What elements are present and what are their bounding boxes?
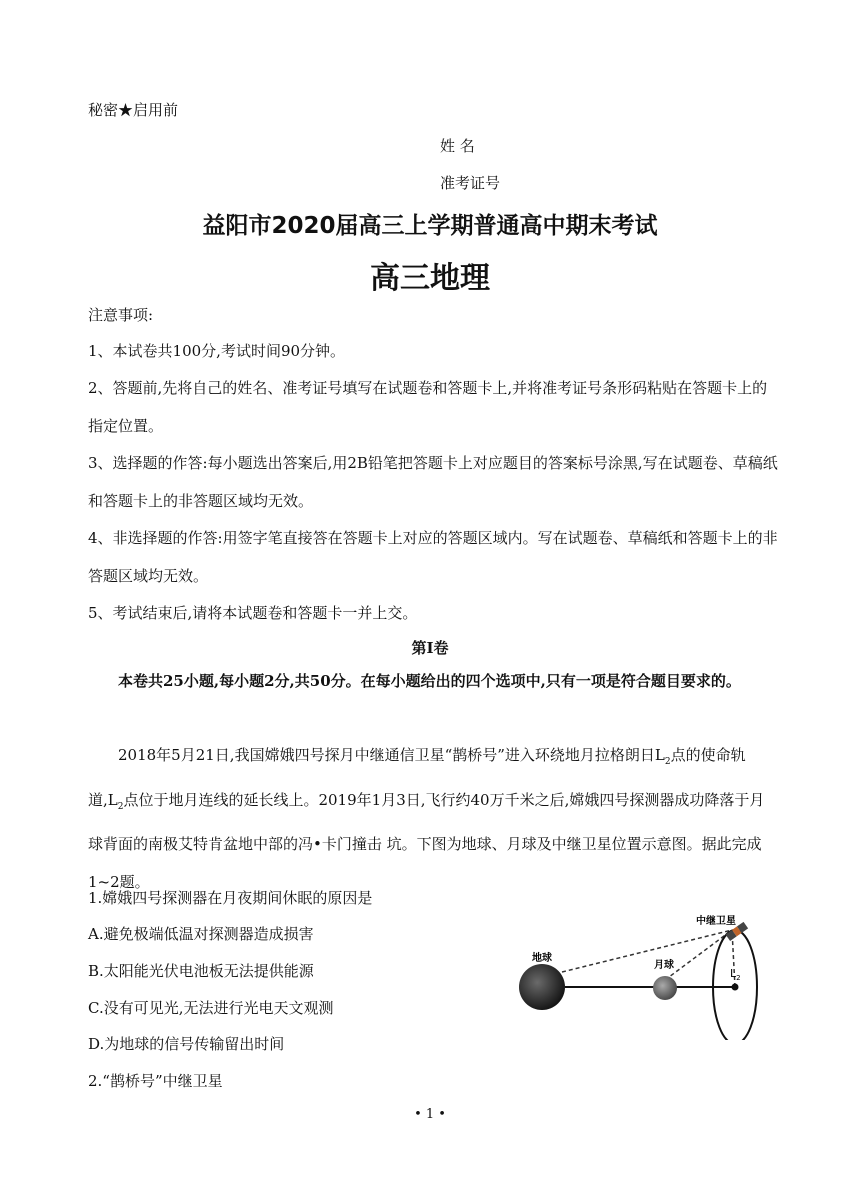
moon-label: 月球	[654, 960, 674, 971]
note-item-3: 3、选择题的作答:每小题选出答案后,用2B铅笔把答题卡上对应题目的答案标号涂黑,写在试题卷、草稿纸和答题卡上的非答题区域均无效。	[88, 454, 778, 510]
passage-sub-1: 2	[664, 757, 671, 767]
note-item-1: 1、本试卷共100分,考试时间90分钟。	[88, 342, 346, 360]
q1-option-d: D.为地球的信号传输留出时间	[88, 1035, 285, 1053]
passage-paragraph	[88, 737, 778, 901]
q1-option-c: C.没有可见光,无法进行光电天文观测	[88, 999, 334, 1017]
l2-point	[732, 984, 739, 991]
notes-heading: 注意事项:	[88, 306, 154, 324]
earth-globe	[519, 964, 565, 1010]
q1-option-b: B.太阳能光伏电池板无法提供能源	[88, 962, 314, 980]
moon-globe	[653, 976, 677, 1000]
passage-text-2: 点的使命轨道,L	[88, 746, 746, 809]
earth-label: 地球	[532, 953, 552, 964]
page-number: • 1 •	[414, 1107, 446, 1122]
earth-relay-line	[562, 930, 732, 972]
secret-label: 秘密★启用前	[88, 101, 179, 119]
note-item-4: 4、非选择题的作答:用签字笔直接答在答题卡上对应的答题区域内。写在试题卷、草稿纸和答题卡上的非答题区域均无效。	[88, 529, 778, 585]
passage-text-1: 2018年5月21日,我国嫦娥四号探月中继通信卫星“鹊桥号”进入环绕地月拉格朗日L	[118, 746, 665, 764]
q1-option-a: A.避免极端低温对探测器造成损害	[88, 925, 314, 943]
moon-relay-line	[665, 930, 732, 980]
subject-title: 高三地理	[370, 261, 490, 296]
note-item-2: 2、答题前,先将自己的姓名、准考证号填写在试题卷和答题卡上,并将准考证号条形码粘贴在答题卡上的指定位置。	[88, 379, 768, 435]
section-title: 第Ⅰ卷	[411, 639, 449, 657]
l2-label	[730, 967, 741, 982]
exam-title: 益阳市2020届高三上学期普通高中期末考试	[202, 213, 658, 239]
earth-moon-relay-figure	[510, 910, 780, 1040]
passage-sub-2: 2	[117, 801, 124, 812]
note-item-5: 5、考试结束后,请将本试题卷和答题卡一并上交。	[88, 604, 418, 622]
q1-stem: 1.嫦娥四号探测器在月夜期间休眠的原因是	[88, 889, 373, 907]
name-label: 姓 名	[440, 137, 475, 155]
l2-letter: L	[730, 967, 737, 980]
relay-label: 中继卫星	[696, 916, 736, 927]
exam-id-label: 准考证号	[440, 174, 501, 192]
l2-subscript: 2	[736, 974, 741, 982]
section-instruction: 本卷共25小题,每小题2分,共50分。在每小题给出的四个选项中,只有一项是符合题目要求的。	[118, 672, 741, 690]
q2-stem: 2.“鹊桥号”中继卫星	[88, 1072, 223, 1090]
passage-text-3: 点位于地月连线的延长线上。2019年1月3日,飞行约40万千米之后,嫦娥四号探测器成功降落于月球背面的南极艾特肯盆地中部的冯•卡门撞击 坑。下图为地球、月球及中继卫星位置示意图。据此完成1~2题。	[88, 790, 765, 891]
